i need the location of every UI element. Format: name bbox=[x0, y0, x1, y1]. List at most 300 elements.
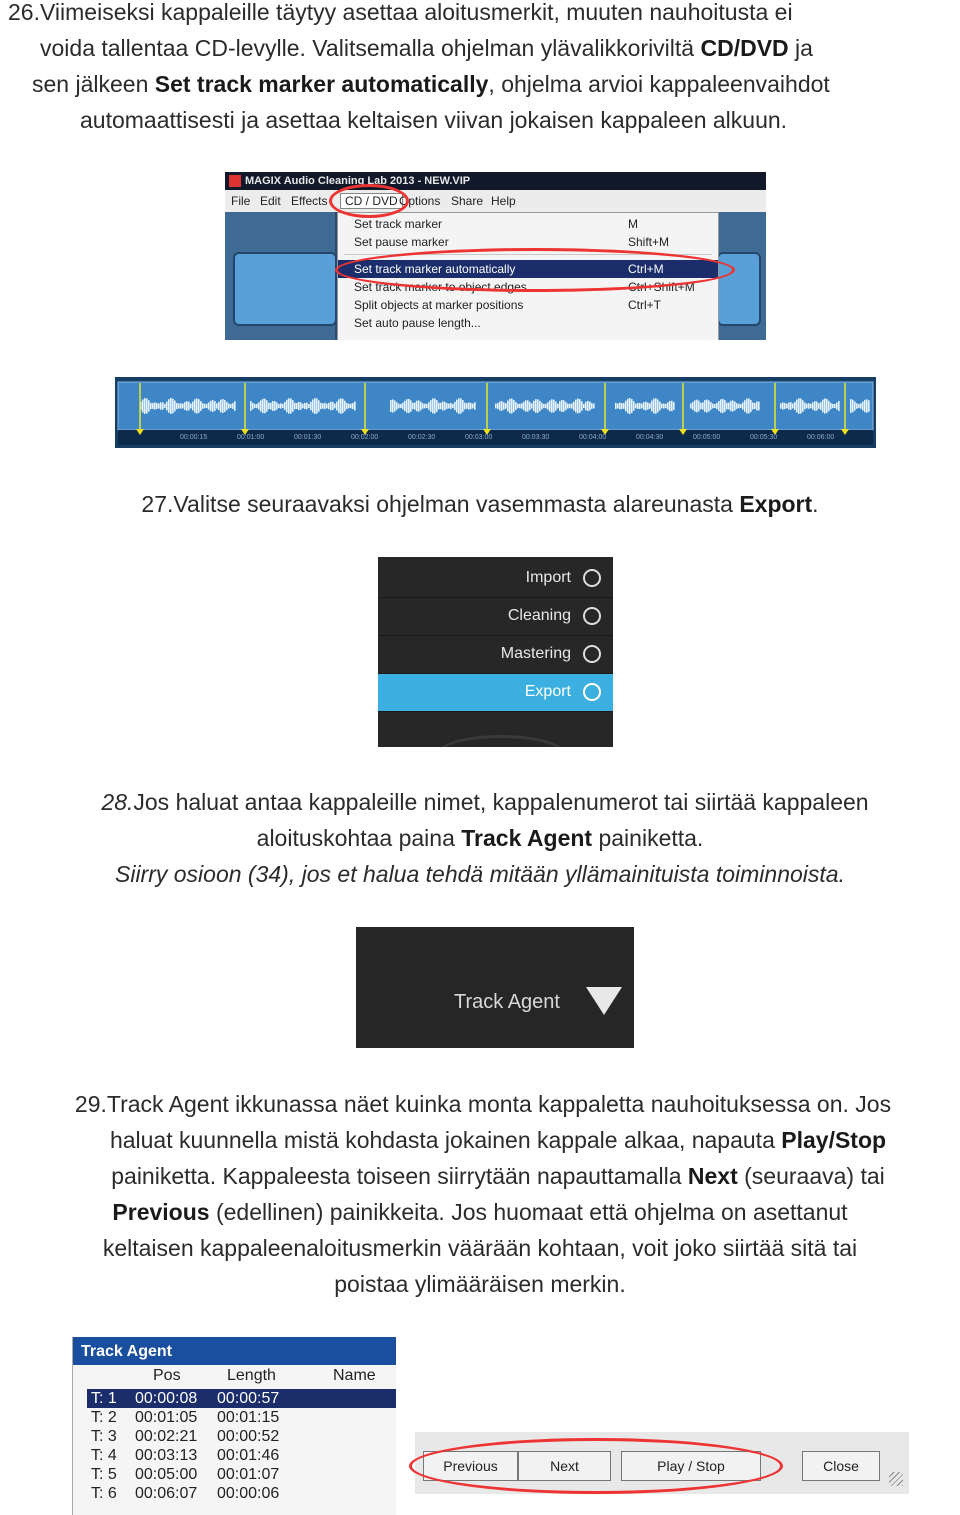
waveform-bar bbox=[306, 403, 308, 410]
waveform-bar bbox=[517, 404, 519, 409]
waveform-bar bbox=[232, 403, 234, 409]
waveform-bar bbox=[545, 404, 547, 409]
waveform-bar bbox=[850, 399, 852, 413]
waveform-bar bbox=[456, 400, 458, 413]
waveform-bar bbox=[627, 399, 629, 414]
table-row[interactable] bbox=[87, 1446, 396, 1465]
waveform-bar bbox=[352, 403, 354, 409]
text-line: Valitse seuraavaksi ohjelman vasemmasta alareunasta bbox=[173, 491, 740, 517]
waveform-bar bbox=[350, 404, 352, 409]
waveform-bar bbox=[708, 400, 710, 411]
waveform-bar bbox=[858, 404, 860, 408]
step-29-text bbox=[0, 1086, 960, 1302]
waveform-bar bbox=[422, 403, 424, 408]
waveform-bar bbox=[744, 400, 746, 411]
step-number: 26. bbox=[8, 0, 40, 25]
menu-options[interactable]: Options bbox=[399, 194, 441, 208]
waveform-bar bbox=[814, 401, 816, 411]
table-row[interactable] bbox=[87, 1408, 396, 1427]
waveform-bar bbox=[645, 402, 647, 411]
menu-effects[interactable]: Effects bbox=[291, 194, 328, 208]
waveform-bar bbox=[714, 404, 716, 408]
step-number: 29. bbox=[74, 1091, 107, 1117]
waveform-bar bbox=[852, 400, 854, 412]
waveform-bar bbox=[340, 398, 342, 414]
sidebar-item-cleaning[interactable] bbox=[378, 598, 613, 636]
waveform-bar bbox=[302, 404, 304, 408]
timestamp-label: 00:04:00 bbox=[579, 434, 607, 441]
waveform-bar bbox=[549, 400, 551, 411]
track-cell: T: 2 bbox=[91, 1409, 117, 1426]
text-line: automaattisesti ja asettaa keltaisen viivan jokaisen kappaleen alkuun. bbox=[80, 107, 788, 133]
resize-grip-icon[interactable] bbox=[889, 1472, 903, 1486]
waveform-bar bbox=[738, 404, 740, 409]
waveform-bar bbox=[511, 399, 513, 414]
waveform-bar bbox=[818, 403, 820, 408]
waveform-bar bbox=[314, 398, 316, 414]
waveform-bar bbox=[336, 402, 338, 411]
waveform-bar bbox=[854, 402, 856, 411]
cleaning-icon bbox=[583, 607, 601, 625]
table-row[interactable] bbox=[87, 1389, 396, 1408]
text-line: Viimeiseksi kappaleille täytyy asettaa aloitusmerkit, muuten nauhoitusta ei bbox=[39, 0, 793, 25]
waveform-bar bbox=[555, 402, 557, 411]
track-cell: T: 4 bbox=[91, 1447, 117, 1464]
waveform-bar bbox=[296, 403, 298, 409]
timestamp-label: 00:03:00 bbox=[465, 434, 493, 441]
waveform-bar bbox=[290, 398, 292, 413]
next-button[interactable]: Next bbox=[518, 1451, 611, 1481]
waveform-bar bbox=[868, 400, 870, 411]
waveform-bar bbox=[567, 403, 569, 408]
waveform-bar bbox=[354, 401, 356, 410]
waveform-bar bbox=[250, 401, 252, 411]
waveform-bar bbox=[643, 402, 645, 410]
menu-item[interactable] bbox=[338, 215, 718, 233]
waveform-bar bbox=[324, 403, 326, 409]
waveform-bar bbox=[426, 404, 428, 408]
menu-screenshot bbox=[225, 172, 766, 340]
waveform-bar bbox=[226, 402, 228, 410]
waveform-bar bbox=[410, 400, 412, 411]
waveform-bar bbox=[655, 398, 657, 413]
timestamp-label: 00:00:15 bbox=[180, 434, 208, 441]
waveform-bar bbox=[537, 399, 539, 412]
waveform-bar bbox=[304, 403, 306, 409]
waveform-bar bbox=[288, 398, 290, 413]
waveform-bar bbox=[579, 399, 581, 413]
table-row[interactable] bbox=[87, 1484, 396, 1503]
waveform-bar bbox=[543, 404, 545, 408]
waveform-bar bbox=[629, 398, 631, 414]
waveform-bar bbox=[270, 403, 272, 410]
waveform-bar bbox=[856, 403, 858, 408]
waveform-bar bbox=[647, 403, 649, 410]
waveform-bar bbox=[430, 400, 432, 412]
timestamp-label: 00:04:30 bbox=[636, 434, 664, 441]
waveform-bar bbox=[192, 402, 194, 411]
waveform-bar bbox=[802, 400, 804, 412]
waveform-bar bbox=[204, 404, 206, 408]
length-cell: 00:00:52 bbox=[217, 1428, 280, 1445]
waveform-bar bbox=[268, 403, 270, 409]
waveform-bar bbox=[653, 399, 655, 414]
sidebar-item-label: Export bbox=[524, 683, 571, 700]
waveform-bar bbox=[509, 399, 511, 414]
italic-note: Siirry osioon (34), jos et halua tehdä mitään yllämainituista toiminnoista. bbox=[115, 861, 845, 887]
waveform-bar bbox=[667, 402, 669, 409]
waveform-bar bbox=[162, 402, 164, 409]
menu-item-shortcut: Ctrl+T bbox=[628, 298, 661, 312]
waveform-bar bbox=[661, 404, 663, 409]
text-line: sen jälkeen bbox=[32, 71, 155, 97]
waveform-bar bbox=[557, 404, 559, 409]
text-line: painiketta. bbox=[592, 825, 704, 851]
waveform-bar bbox=[294, 403, 296, 409]
waveform-bar bbox=[513, 400, 515, 412]
window-titlebar bbox=[225, 172, 766, 190]
waveform-bar bbox=[523, 402, 525, 411]
menu-item-label: Set track marker to object edges bbox=[354, 280, 527, 294]
waveform-bar bbox=[505, 403, 507, 409]
track-cell: T: 5 bbox=[91, 1466, 117, 1483]
step-number: 27. bbox=[141, 491, 174, 517]
waveform-bar bbox=[575, 400, 577, 413]
waveform-bar bbox=[292, 400, 294, 412]
waveform-bar bbox=[659, 402, 661, 411]
waveform-bar bbox=[312, 399, 314, 412]
waveform-bar bbox=[276, 402, 278, 409]
waveform-bar bbox=[621, 403, 623, 409]
waveform-bar bbox=[470, 403, 472, 409]
play-stop-button[interactable]: Play / Stop bbox=[621, 1451, 761, 1481]
waveform-bar bbox=[334, 404, 336, 409]
waveform-bar bbox=[404, 401, 406, 411]
waveform-bar bbox=[274, 401, 276, 411]
waveform-bar bbox=[535, 399, 537, 413]
waveform-bar bbox=[577, 399, 579, 414]
text-line: (seuraava) tai bbox=[737, 1163, 885, 1189]
waveform-bar bbox=[635, 404, 637, 409]
waveform-bar bbox=[800, 398, 802, 413]
waveform-bar bbox=[794, 402, 796, 410]
waveform-bar bbox=[394, 400, 396, 411]
waveform-bar bbox=[326, 404, 328, 409]
waveform-bar bbox=[501, 401, 503, 411]
pos-cell: 00:06:07 bbox=[135, 1485, 198, 1502]
text-line: . bbox=[812, 491, 819, 517]
waveform-bar bbox=[720, 399, 722, 412]
menu-file[interactable]: File bbox=[231, 194, 251, 208]
text-line: Jos haluat antaa kappaleille nimet, kappalenumerot tai siirtää kappaleen bbox=[133, 789, 869, 815]
waveform-bar bbox=[786, 404, 788, 409]
waveform-bar bbox=[272, 401, 274, 411]
waveform-bar bbox=[320, 403, 322, 409]
length-cell: 00:01:07 bbox=[217, 1466, 280, 1483]
waveform-bar bbox=[497, 403, 499, 409]
waveform-bar bbox=[798, 398, 800, 414]
menu-item-label: Set auto pause length... bbox=[354, 316, 481, 330]
waveform-bar bbox=[547, 402, 549, 409]
waveform-bar bbox=[519, 404, 521, 408]
waveform-bar bbox=[146, 398, 148, 413]
column-header-length[interactable]: Length bbox=[227, 1367, 276, 1384]
waveform-bar bbox=[208, 402, 210, 409]
waveform-bar bbox=[254, 404, 256, 408]
waveform-bar bbox=[637, 403, 639, 409]
pos-cell: 00:00:08 bbox=[135, 1390, 198, 1407]
waveform-bar bbox=[716, 403, 718, 409]
pos-cell: 00:03:13 bbox=[135, 1447, 198, 1464]
waveform-screenshot bbox=[115, 377, 876, 448]
step-27-text bbox=[0, 486, 960, 522]
menu-item-label: Set track marker bbox=[354, 217, 443, 231]
waveform-bar bbox=[657, 400, 659, 413]
waveform-bar bbox=[158, 403, 160, 408]
waveform-bar bbox=[710, 402, 712, 410]
waveform-bar bbox=[619, 403, 621, 410]
sidebar-item-mastering[interactable] bbox=[378, 636, 613, 674]
sidebar-item-import[interactable] bbox=[378, 560, 613, 598]
timestamp-label: 00:05:00 bbox=[693, 434, 721, 441]
waveform-bar bbox=[718, 401, 720, 411]
window-title: MAGIX Audio Cleaning Lab 2013 - NEW.VIP bbox=[245, 175, 471, 187]
waveform-bar bbox=[700, 403, 702, 409]
waveform-bar bbox=[864, 400, 866, 412]
waveform-bar bbox=[278, 404, 280, 408]
waveform-bar bbox=[390, 400, 392, 412]
waveform-bar bbox=[521, 403, 523, 408]
menu-share[interactable]: Share bbox=[451, 194, 484, 208]
text-line: , ohjelma arvioi kappaleenvaihdot bbox=[488, 71, 830, 97]
window-title: Track Agent bbox=[73, 1337, 396, 1365]
bold-term: CD/DVD bbox=[700, 35, 789, 61]
waveform-bar bbox=[641, 404, 643, 409]
length-cell: 00:00:57 bbox=[217, 1390, 280, 1407]
waveform-bar bbox=[322, 403, 324, 408]
length-cell: 00:00:06 bbox=[217, 1485, 280, 1502]
waveform-bar bbox=[284, 402, 286, 410]
waveform-bar bbox=[262, 399, 264, 413]
waveform-bar bbox=[527, 400, 529, 411]
waveform-bar bbox=[698, 401, 700, 412]
waveform-bar bbox=[726, 403, 728, 410]
waveform-bar bbox=[649, 403, 651, 408]
waveform-bar bbox=[446, 403, 448, 409]
highlight-circle bbox=[335, 248, 735, 292]
track-cell: T: 6 bbox=[91, 1485, 117, 1502]
waveform-bar bbox=[180, 403, 182, 408]
waveform-bar bbox=[553, 400, 555, 413]
waveform-bar bbox=[669, 401, 671, 411]
waveform-bar bbox=[190, 404, 192, 409]
waveform-bar bbox=[559, 401, 561, 411]
waveform-bar bbox=[412, 403, 414, 409]
timestamp-label: 00:06:00 bbox=[807, 434, 835, 441]
waveform-bar bbox=[194, 399, 196, 412]
waveform-bar bbox=[730, 401, 732, 411]
waveform-bar bbox=[174, 401, 176, 412]
text-line: painiketta. Kappaleesta toiseen siirrytään napauttamalla bbox=[111, 1163, 688, 1189]
waveform-bar bbox=[712, 404, 714, 409]
bold-term: Next bbox=[687, 1163, 738, 1189]
waveform-bar bbox=[414, 402, 416, 409]
bold-term: Export bbox=[739, 491, 813, 517]
side-panel-screenshot bbox=[378, 557, 613, 747]
text-line: (edellinen) painikkeita. Jos huomaat että ohjelma on asettanut bbox=[209, 1199, 848, 1225]
sidebar-item-export[interactable] bbox=[378, 674, 613, 712]
waveform-bar bbox=[444, 402, 446, 411]
column-header-name[interactable]: Name bbox=[333, 1367, 376, 1384]
waveform-bar bbox=[472, 404, 474, 409]
waveform-bar bbox=[561, 400, 563, 412]
length-cell: 00:01:15 bbox=[217, 1409, 280, 1426]
waveform-bar bbox=[464, 403, 466, 410]
waveform-bar bbox=[316, 398, 318, 413]
waveform-bar bbox=[282, 404, 284, 408]
table-row[interactable] bbox=[87, 1465, 396, 1484]
waveform-bar bbox=[866, 399, 868, 413]
import-icon bbox=[583, 569, 601, 587]
waveform-bar bbox=[585, 402, 587, 411]
bold-term: Previous bbox=[112, 1199, 210, 1225]
waveform-bar bbox=[820, 402, 822, 410]
sidebar-item-label: Cleaning bbox=[507, 607, 571, 624]
waveform-bar bbox=[832, 404, 834, 408]
waveform-bar bbox=[408, 399, 410, 413]
waveform-bar bbox=[406, 399, 408, 413]
table-row[interactable] bbox=[87, 1427, 396, 1446]
waveform-bar bbox=[728, 403, 730, 410]
bold-term: Play/Stop bbox=[781, 1127, 887, 1153]
waveform-bar bbox=[633, 401, 635, 410]
previous-button[interactable]: Previous bbox=[423, 1451, 518, 1481]
app-logo-icon bbox=[229, 175, 241, 187]
timestamp-label: 00:01:30 bbox=[294, 434, 322, 441]
waveform-bar bbox=[228, 404, 230, 409]
waveform-bar bbox=[224, 400, 226, 412]
column-header-pos[interactable]: Pos bbox=[153, 1367, 181, 1384]
waveform-bar bbox=[310, 402, 312, 411]
waveform-bar bbox=[796, 400, 798, 413]
waveform-bar bbox=[533, 401, 535, 411]
waveform-bar bbox=[300, 402, 302, 409]
text-line: haluat kuunnella mistä kohdasta jokainen kappale alkaa, napauta bbox=[109, 1127, 782, 1153]
close-button[interactable]: Close bbox=[802, 1451, 880, 1481]
timestamp-label: 00:02:30 bbox=[408, 434, 436, 441]
waveform-bar bbox=[808, 403, 810, 409]
waveform-bar bbox=[706, 399, 708, 412]
track-agent-button[interactable]: Track Agent bbox=[454, 991, 560, 1013]
waveform-bar bbox=[342, 399, 344, 413]
waveform-bar bbox=[515, 402, 517, 410]
waveform-bar bbox=[220, 400, 222, 413]
menu-edit[interactable]: Edit bbox=[260, 194, 281, 208]
waveform-bar bbox=[806, 404, 808, 409]
waveform-bar bbox=[617, 404, 619, 409]
menu-item[interactable] bbox=[338, 296, 718, 314]
background-panel bbox=[225, 212, 335, 340]
waveform-bar bbox=[750, 400, 752, 412]
waveform-bar bbox=[286, 400, 288, 413]
text-line: poistaa ylimääräisen merkin. bbox=[334, 1271, 626, 1297]
timestamp-label: 00:03:30 bbox=[522, 434, 550, 441]
pos-cell: 00:02:21 bbox=[135, 1428, 198, 1445]
waveform-bar bbox=[170, 398, 172, 414]
text-line: Track Agent ikkunassa näet kuinka monta kappaletta nauhoituksessa on. Jos bbox=[106, 1091, 892, 1117]
waveform-bar bbox=[673, 402, 675, 410]
waveform-bar bbox=[591, 403, 593, 409]
waveform-bar bbox=[665, 404, 667, 408]
menubar bbox=[225, 190, 766, 212]
waveform-bar bbox=[587, 401, 589, 411]
waveform-bar bbox=[466, 403, 468, 409]
waveform-bar bbox=[264, 399, 266, 414]
menu-item[interactable] bbox=[338, 314, 718, 332]
waveform-bar bbox=[589, 402, 591, 411]
waveform-bar bbox=[746, 399, 748, 414]
waveform-bar bbox=[212, 400, 214, 412]
waveform-bar bbox=[398, 404, 400, 409]
waveform-bar bbox=[280, 403, 282, 408]
menu-item-shortcut: Ctrl+Shift+M bbox=[628, 280, 695, 294]
waveform-bar bbox=[529, 402, 531, 410]
waveform-bar bbox=[468, 402, 470, 409]
waveform-bar bbox=[696, 400, 698, 413]
waveform-bar bbox=[154, 402, 156, 409]
waveform-bar bbox=[742, 402, 744, 409]
waveform-bar bbox=[152, 403, 154, 409]
waveform-bar bbox=[424, 404, 426, 409]
waveform-bar bbox=[822, 400, 824, 413]
waveform-bar bbox=[539, 401, 541, 412]
waveform-bar bbox=[176, 403, 178, 409]
waveform-bar bbox=[722, 399, 724, 413]
waveform-bar bbox=[792, 404, 794, 409]
waveform-bar bbox=[702, 402, 704, 409]
waveform-bar bbox=[432, 399, 434, 414]
mastering-icon bbox=[583, 645, 601, 663]
waveform-bar bbox=[156, 403, 158, 409]
waveform-bar bbox=[790, 402, 792, 410]
waveform-bar bbox=[188, 402, 190, 411]
waveform-bar bbox=[625, 401, 627, 412]
waveform-bar bbox=[452, 404, 454, 408]
waveform-bar bbox=[565, 402, 567, 410]
waveform-bar bbox=[826, 399, 828, 413]
waveform-bar bbox=[692, 402, 694, 410]
waveform-bar bbox=[182, 404, 184, 409]
waveform-bar bbox=[260, 400, 262, 411]
step-26-text bbox=[8, 0, 958, 138]
waveform-bar bbox=[804, 403, 806, 410]
waveform-bar bbox=[428, 402, 430, 409]
waveform-bar bbox=[330, 402, 332, 411]
waveform-bar bbox=[216, 403, 218, 408]
text-line: ja bbox=[788, 35, 813, 61]
waveform-bar bbox=[178, 403, 180, 408]
waveform-bar bbox=[724, 400, 726, 412]
waveform-bar bbox=[436, 400, 438, 412]
waveform-bar bbox=[460, 398, 462, 413]
waveform-bar bbox=[166, 402, 168, 411]
waveform-bar bbox=[142, 399, 144, 412]
menu-cd-dvd[interactable]: CD / DVD bbox=[340, 193, 403, 209]
track-agent-buttons bbox=[415, 1432, 909, 1494]
menu-help[interactable]: Help bbox=[491, 194, 516, 208]
track-cell: T: 1 bbox=[91, 1390, 117, 1407]
waveform-bar bbox=[196, 398, 198, 413]
